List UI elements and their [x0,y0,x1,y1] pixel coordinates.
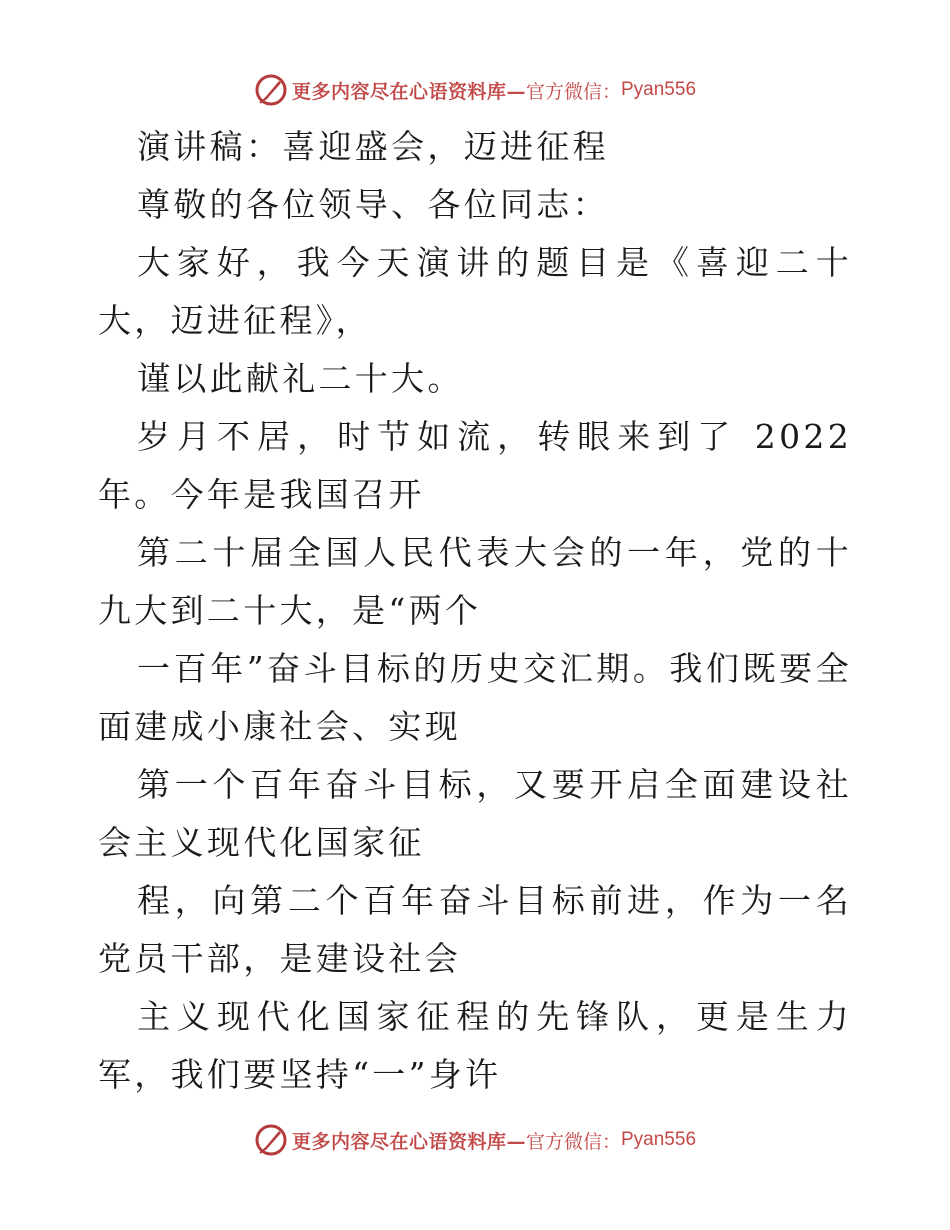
paragraph: 谨以此献礼二十大。 [137,359,464,398]
document-body [98,118,852,1104]
paragraph: 第二十届全国人民代表大会的一年，党的十九大到二十大，是“两个 [98,533,852,630]
salutation: 尊敬的各位领导、各位同志： [137,185,609,224]
header-watermark [0,70,950,110]
document-title: 演讲稿：喜迎盛会，迈进征程 [137,127,609,166]
paragraph: 岁月不居，时节如流，转眼来到了 2022 年。今年是我国召开 [98,417,852,514]
quill-pen-circle-icon [254,73,288,107]
watermark-brand-text: 更多内容尽在心语资料库— [291,80,526,103]
watermark-brand-text: 更多内容尽在心语资料库— [291,1130,526,1153]
watermark-wechat-id: Pyan556 [621,79,697,100]
paragraph: 一百年”奋斗目标的历史交汇期。我们既要全面建成小康社会、实现 [98,649,852,746]
quill-pen-circle-icon [254,1123,288,1157]
watermark-wechat-label: 官方微信： [525,1130,621,1153]
paragraph: 大家好，我今天演讲的题目是《喜迎二十大，迈进征程》， [98,243,852,340]
paragraph: 第一个百年奋斗目标，又要开启全面建设社会主义现代化国家征 [98,765,852,862]
watermark-wechat-label: 官方微信： [525,80,621,103]
paragraph: 程，向第二个百年奋斗目标前进，作为一名党员干部，是建设社会 [98,881,852,978]
footer-watermark [0,1120,950,1160]
paragraph: 主义现代化国家征程的先锋队，更是生力军，我们要坚持“一”身许 [98,997,852,1094]
watermark-wechat-id: Pyan556 [621,1129,697,1150]
